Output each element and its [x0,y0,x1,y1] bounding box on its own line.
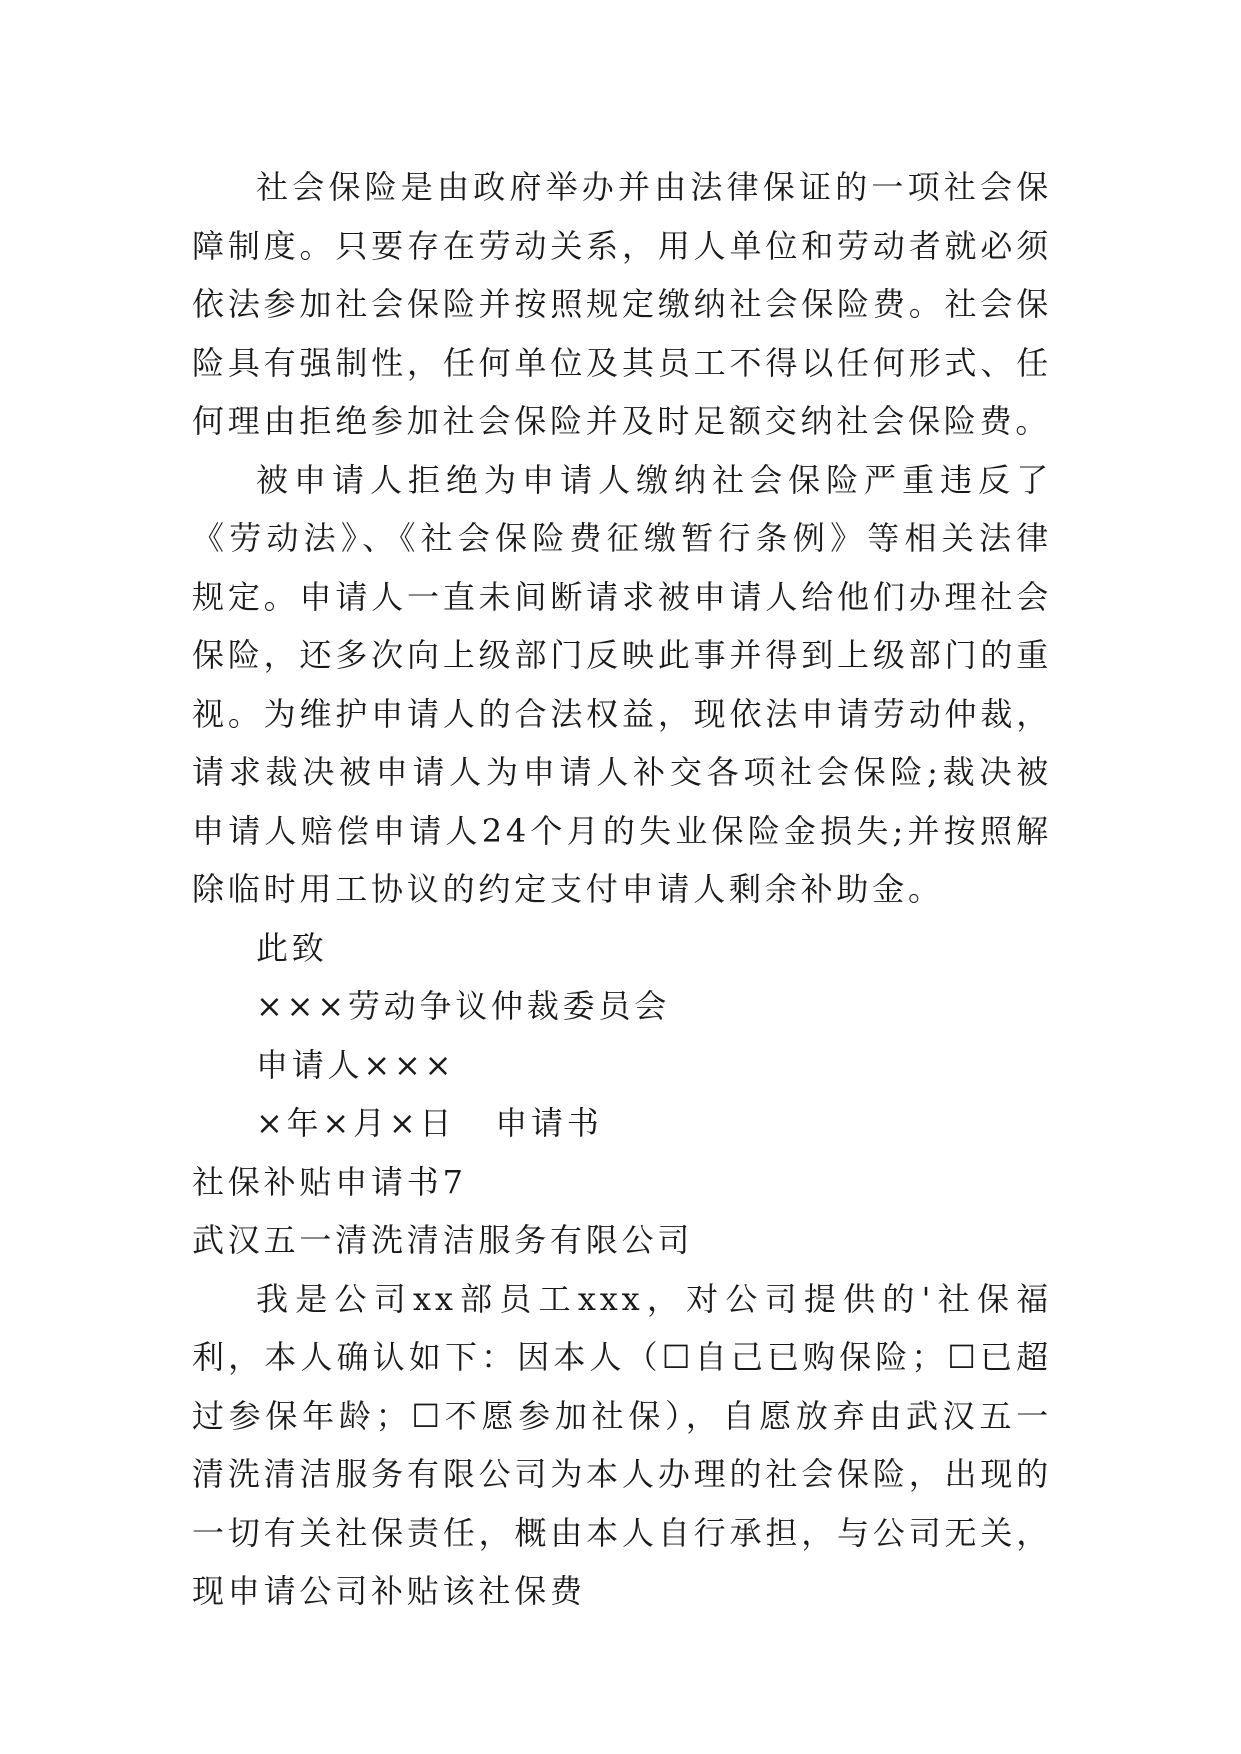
section-title: 社保补贴申请书7 [192,1162,467,1201]
recipient: ×××劳动争议仲裁委员会 [256,987,671,1025]
paragraph-arbitration-request: 被申请人拒绝为申请人缴纳社会保险严重违反了《劳动法》、《社会保险费征缴暂行条例》等相关法律规定。申请人一直未间断请求被申请人给他们办理社会保险，还多次向上级部门反映此事并得到上级部门的重视。为维护申请人的合法权益，现依法申请劳动仲裁，请求裁决被申请人为申请人补交各项社会保险;裁决被申请人赔偿申请人24个月的失业保险金损失;并按照解除临时用工协议的约定支付申请人剩余补助金。 [192,460,1052,908]
document-page [192,158,1052,1621]
company-name: 武汉五一清洗清洁服务有限公司 [192,1221,694,1259]
document-label: 申请书 [495,1104,603,1142]
date-line [192,1094,1052,1153]
salutation: 此致 [256,928,328,967]
paragraph-social-insurance-definition: 社会保险是由政府举办并由法律保证的一项社会保障制度。只要存在劳动关系，用人单位和劳动者就必须依法参加社会保险并按照规定缴纳社会保险费。社会保险具有强制性，任何单位及其员工不得以任何形式、任何理由拒绝参加社会保险并及时足额交纳社会保险费。 [192,168,1052,440]
date: ×年×月×日 [256,1104,456,1142]
applicant-signature: 申请人××× [256,1045,456,1084]
paragraph-waiver-statement: 我是公司xx部员工xxx，对公司提供的'社保福利，本人确认如下：因本人（☐自己已购保险；☐已超过参保年龄；☐不愿参加社保），自愿放弃由武汉五一清洗清洁服务有限公司为本人办理的社会保险，出现的一切有关社保责任，概由本人自行承担，与公司无关，现申请公司补贴该社保费 [192,1279,1052,1610]
